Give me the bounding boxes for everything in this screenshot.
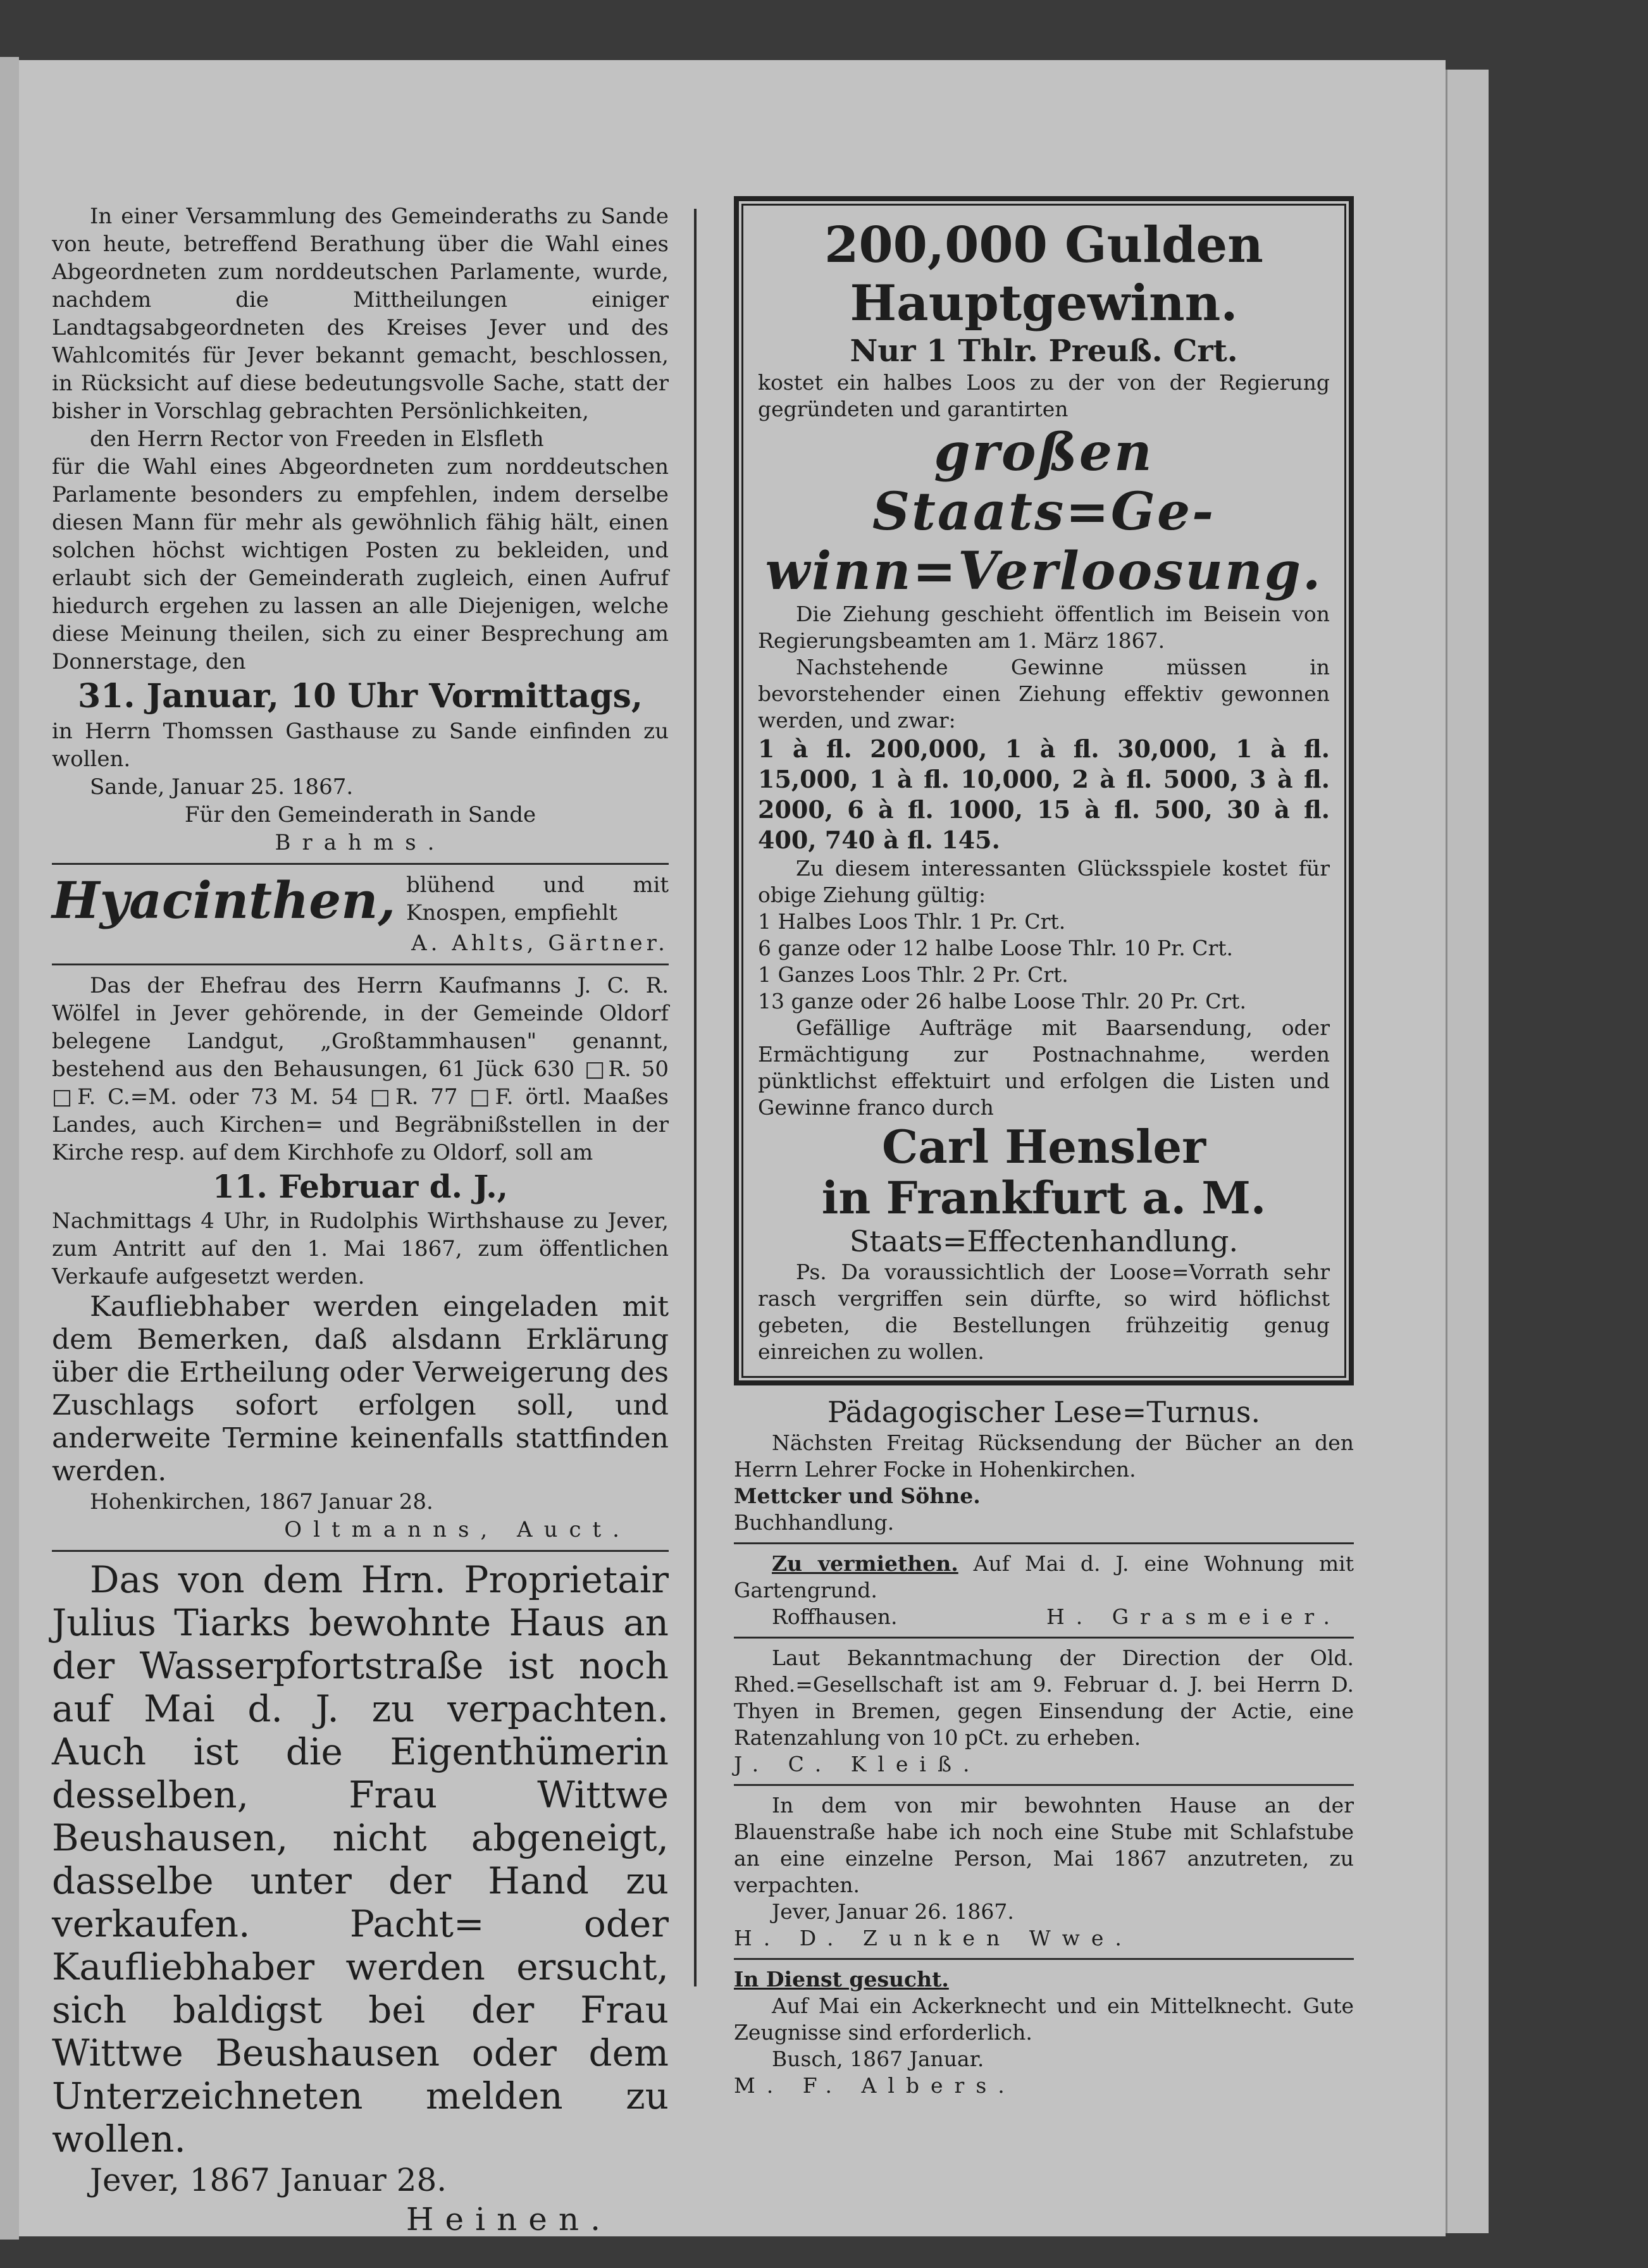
signature: Oltmanns, Auct. bbox=[284, 1517, 631, 1542]
lese-title: Pädagogischer Lese=Turnus. bbox=[827, 1395, 1261, 1429]
notice-gemeinderath bbox=[52, 202, 669, 857]
firm-type: Staats=Effectenhandlung. bbox=[849, 1224, 1239, 1258]
book-spine bbox=[0, 57, 19, 2240]
notice-text: Kaufliebhaber werden eingeladen mit dem Bemerken, daß alsdann Erklärung über die Ertheilung oder Verweigerung des Zuschlags sofort erfolgen soll, und anderweite Termine keinenfalls stattfinden werden. bbox=[52, 1291, 669, 1487]
notice-haus bbox=[52, 1558, 669, 2239]
rule bbox=[52, 1550, 669, 1552]
meeting-date: 31. Januar, 10 Uhr Vormittags, bbox=[77, 677, 643, 716]
place-date: Jever, Januar 26. 1867. bbox=[772, 1899, 1014, 1924]
notice-dienst bbox=[734, 1966, 1354, 2099]
hyacinthen-text: blühend und mit Knospen, empfiehlt bbox=[406, 872, 669, 926]
lottery-prizes: 1 à fl. 200,000, 1 à fl. 30,000, 1 à fl. 15,000, 1 à fl. 10,000, 2 à fl. 5000, 3 à fl. 2000, 6 à fl. 1000, 15 à fl. 500, 30 à fl. 400, 740 à fl. 145. bbox=[758, 734, 1330, 854]
price-line: 13 ganze oder 26 halbe Loose Thlr. 20 Pr. Crt. bbox=[758, 989, 1246, 1013]
notice-text: Laut Bekanntmachung der Direction der Old. Rhed.=Gesellschaft ist am 9. Februar d. J. bei Herrn D. Thyen in Bremen, gegen Einsendung der Actie, eine Ratenzahlung von 10 pCt. zu erheben. bbox=[734, 1645, 1354, 1750]
rule bbox=[52, 964, 669, 965]
signature: J. C. Kleiß. bbox=[734, 1752, 981, 1776]
firm-name: Carl Hensler bbox=[881, 1120, 1206, 1174]
lottery-advertisement bbox=[734, 196, 1354, 1385]
firm-city: in Frankfurt a. M. bbox=[821, 1172, 1267, 1224]
page-edge bbox=[1446, 70, 1489, 2233]
notice-lese-turnus bbox=[734, 1394, 1354, 1536]
lottery-text: Die Ziehung geschieht öffentlich im Beisein von Regierungsbeamten am 1. März 1867. bbox=[758, 602, 1330, 653]
lottery-price: Nur 1 Thlr. Preuß. Crt. bbox=[850, 333, 1238, 369]
notice-stube bbox=[734, 1792, 1354, 1952]
notice-for: Für den Gemeinderath in Sande bbox=[184, 802, 536, 827]
vermiethen-title: Zu vermiethen. bbox=[772, 1551, 958, 1576]
rule bbox=[734, 1958, 1354, 1960]
notice-text: Das von dem Hrn. Proprietair Julius Tiarks bewohnte Haus an der Wasserpfortstraße ist noch auf Mai d. J. zu verpachten. Auch ist die Eigenthümerin desselben, Frau Wittwe Beushausen, nicht abgeneigt, dasselbe unter der Hand zu verkaufen. Pacht= oder Kaufliebhaber werden ersucht, sich baldigst bei der Frau Wittwe Beushausen oder dem Unterzeichneten melden zu wollen. bbox=[52, 1558, 669, 2160]
notice-text: Das der Ehefrau des Herrn Kaufmanns J. C. R. Wölfel in Jever gehörende, in der Gemeinde Oldorf belegene Landgut, „Großtammhausen" genannt, bestehend aus den Behausungen, 61 Jück 630 □R. 50 □F. C.=M. oder 73 M. 54 □R. 77 □F. örtl. Maaßes Landes, auch Kirchen= und Begräbnißstellen in der Kirche resp. auf dem Kirchhofe zu Oldorf, soll am bbox=[52, 973, 669, 1165]
notice-text: Auf Mai d. J. eine Wohnung mit Gartengrund. bbox=[734, 1551, 1354, 1602]
left-column bbox=[52, 202, 669, 2239]
price-line: 1 Halbes Loos Thlr. 1 Pr. Crt. bbox=[758, 909, 1066, 934]
rule bbox=[734, 1637, 1354, 1639]
place: Roffhausen. bbox=[772, 1604, 898, 1629]
price-line: 1 Ganzes Loos Thlr. 2 Pr. Crt. bbox=[758, 962, 1069, 987]
signature: Heinen. bbox=[406, 2201, 612, 2238]
signature: A. Ahlts, Gärtner. bbox=[411, 931, 669, 956]
column-divider bbox=[694, 209, 697, 1986]
notice-text: In dem von mir bewohnten Hause an der Blauenstraße habe ich noch eine Stube mit Schlafstube an eine einzelne Person, Mai 1867 anzutreten, zu verpachten. bbox=[734, 1793, 1354, 1897]
signature: Mettcker und Söhne. bbox=[734, 1484, 981, 1508]
signature: Brahms. bbox=[275, 830, 446, 855]
notice-text: für die Wahl eines Abgeordneten zum norddeutschen Parlamente besonders zu empfehlen, indem derselbe diesen Mann für mehr als gewöhnlich fähig hält, einen solchen höchst wichtigen Posten zu bekleiden, und erlaubt sich der Gemeinderath zugleich, einen Aufruf hiedurch ergehen zu lassen an alle Diejenigen, welche diese Meinung theilen, sich zu einer Besprechung am Donnerstage, den bbox=[52, 454, 669, 674]
lottery-intro: kostet ein halbes Loos zu der von der Regierung gegründeten und garantirten bbox=[758, 370, 1330, 421]
notice-text: In einer Versammlung des Gemeinderaths zu Sande von heute, betreffend Berathung über die Wahl eines Abgeordneten zum norddeutschen Parlamente, wurde, nachdem die Mittheilungen einiger Landtagsabgeordneten des Kreises Jever und des Wahlcomités für Jever bekannt gemacht, beschlossen, in Rücksicht auf diese bedeutungsvolle Sache, statt der bisher in Vorschlag gebrachten Persönlichkeiten, bbox=[52, 204, 669, 424]
place-date: Sande, Januar 25. 1867. bbox=[90, 774, 354, 800]
lottery-headline: 200,000 Gulden bbox=[824, 216, 1263, 274]
notice-bekanntmachung bbox=[734, 1645, 1354, 1778]
notice-vermiethen bbox=[734, 1551, 1354, 1630]
place-date: Busch, 1867 Januar. bbox=[772, 2047, 984, 2071]
sale-date: 11. Februar d. J., bbox=[212, 1168, 509, 1205]
right-column bbox=[734, 196, 1354, 2099]
notice-text: Nächsten Freitag Rücksendung der Bücher an den Herrn Lehrer Focke in Hohenkirchen. bbox=[734, 1430, 1354, 1482]
lottery-text: Zu diesem interessanten Glücksspiele kostet für obige Ziehung gültig: bbox=[758, 856, 1330, 907]
notice-text: in Herrn Thomssen Gasthause zu Sande einfinden zu wollen. bbox=[52, 719, 669, 772]
lottery-headline: Hauptgewinn. bbox=[850, 275, 1238, 332]
rule bbox=[734, 1784, 1354, 1786]
place-date: Hohenkirchen, 1867 Januar 28. bbox=[90, 1489, 433, 1515]
hyacinthen-title: Hyacinthen, bbox=[52, 871, 396, 930]
signature: M. F. Albers. bbox=[734, 2073, 1016, 2098]
rule bbox=[52, 863, 669, 865]
lottery-text: Gefällige Aufträge mit Baarsendung, oder Ermächtigung zur Postnachnahme, werden pünktlichst effektuirt und erfolgen die Listen und Gewinne franco durch bbox=[758, 1015, 1330, 1120]
signature: H. D. Zunken Wwe. bbox=[734, 1926, 1133, 1950]
notice-text: Auf Mai ein Ackerknecht und ein Mittelknecht. Gute Zeugnisse sind erforderlich. bbox=[734, 1993, 1354, 2045]
notice-text: den Herrn Rector von Freeden in Elsfleth bbox=[90, 426, 544, 452]
notice-hyacinthen bbox=[52, 871, 669, 957]
signature: Buchhandlung. bbox=[734, 1510, 895, 1535]
notice-text: Nachmittags 4 Uhr, in Rudolphis Wirthshause zu Jever, zum Antritt auf den 1. Mai 1867, zum öffentlichen Verkaufe aufgesetzt werden. bbox=[52, 1208, 669, 1289]
lottery-text: Nachstehende Gewinne müssen in bevorstehender einen Ziehung effektiv gewonnen werden, und zwar: bbox=[758, 655, 1330, 733]
place-date: Jever, 1867 Januar 28. bbox=[90, 2162, 447, 2198]
notice-landgut bbox=[52, 972, 669, 1544]
lottery-title: winn=Verloosung. bbox=[765, 541, 1323, 602]
lottery-title: großen Staats=Ge- bbox=[872, 422, 1216, 542]
dienst-title: In Dienst gesucht. bbox=[734, 1967, 949, 1992]
signature: H. Grasmeier. bbox=[1046, 1604, 1341, 1629]
lottery-ps: Ps. Da voraussichtlich der Loose=Vorrath sehr rasch vergriffen sein dürfte, so wird höflichst gebeten, die Bestellungen frühzeitig genug einreichen zu wollen. bbox=[758, 1260, 1330, 1364]
rule bbox=[734, 1542, 1354, 1544]
price-line: 6 ganze oder 12 halbe Loose Thlr. 10 Pr. Crt. bbox=[758, 936, 1233, 960]
